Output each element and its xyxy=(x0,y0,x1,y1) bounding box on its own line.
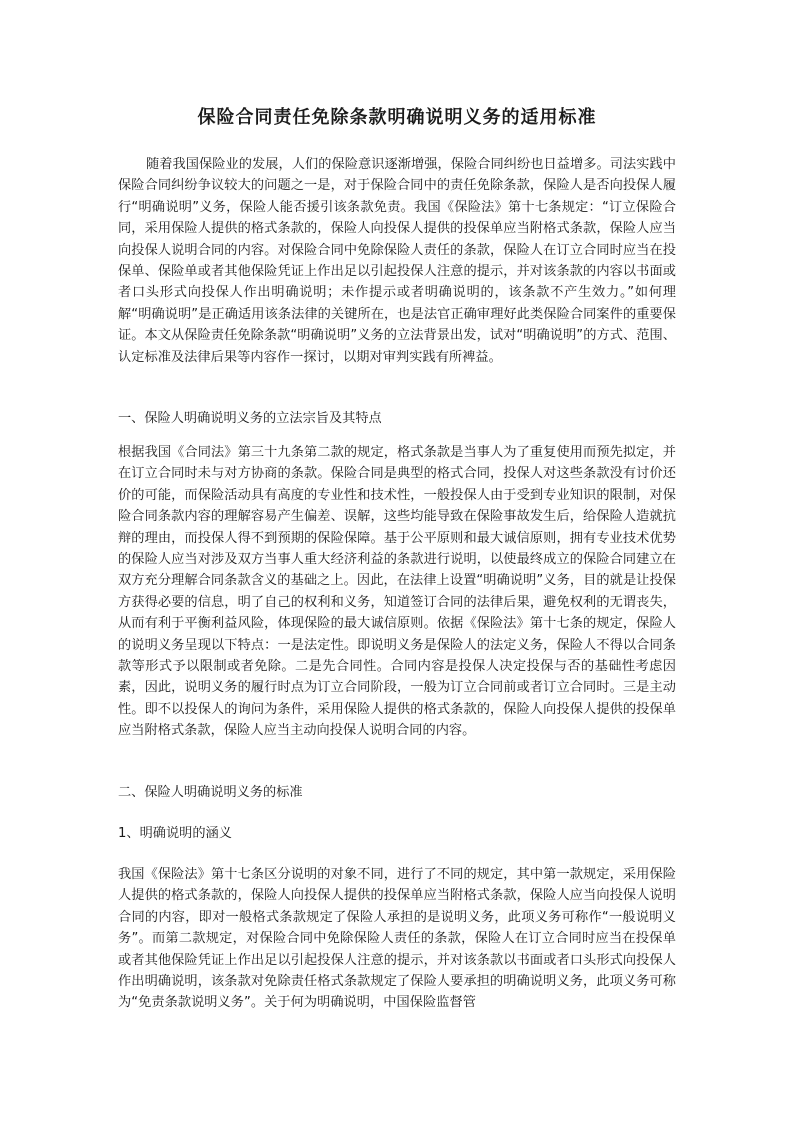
subsection-heading-1: 1、明确说明的涵义 xyxy=(118,826,232,841)
subsection-1-paragraph: 我国《保险法》第十七条区分说明的对象不同，进行了不同的规定，其中第一款规定，采用保险人提供的格式条款的，保险人向投保人提供的投保单应当附格式条款，保险人应当向投保人说明合同的内容，即对一般格式条款规定了保险人承担的是说明义务，此项义务可称作“一般说明义务”。而第二款规定，对保险合同中免除保险人责任的条款，保险人在订立合同时应当在投保单或者其他保险凭证上作出足以引起投保人注意的提示，并对该条款以书面或者口头形式向投保人作出明确说明，该条款对免除责任格式条款规定了保险人要承担的明确说明义务，此项义务可称为“免责条款说明义务”。关于何为明确说明，中国保险监督管 xyxy=(118,867,676,1011)
section-1-paragraph: 根据我国《合同法》第三十九条第二款的规定，格式条款是当事人为了重复使用而预先拟定，并在订立合同时未与对方协商的条款。保险合同是典型的格式合同，投保人对这些条款没有讨价还价的可能，而保险活动具有高度的专业性和技术性，一般投保人由于受到专业知识的限制，对保险合同条款内容的理解容易产生偏差、误解，这些均能导致在保险事故发生后，给保险人造就抗辩的理由，而投保人得不到预期的保险保障。基于公平原则和最大诚信原则，拥有专业技术优势的保险人应当对涉及双方当事人重大经济利益的条款进行说明，以使最终成立的保险合同建立在双方充分理解合同条款含义的基础之上。因此，在法律上设置“明确说明”义务，目的就是让投保方获得必要的信息，明了自己的权利和义务，知道签订合同的法律后果，避免权利的无谓丧失，从而有利于平衡利益风险，体现保险的最大诚信原则。依据《保险法》第十七条的规定，保险人的说明义务呈现以下特点：一是法定性。即说明义务是保险人的法定义务，保险人不得以合同条款等形式予以限制或者免除。二是先合同性。合同内容是投保人决定投保与否的基础性考虑因素，因此，说明义务的履行时点为订立合同阶段，一般为订立合同前或者订立合同时。三是主动性。即不以投保人的询问为条件，采用保险人提供的格式条款的，保险人向投保人提供的投保单应当附格式条款，保险人应当主动向投保人说明合同的内容。 xyxy=(118,445,676,739)
section-heading-1: 一、保险人明确说明义务的立法宗旨及其特点 xyxy=(118,411,382,426)
section-heading-2: 二、保险人明确说明义务的标准 xyxy=(118,785,303,800)
document-title: 保险合同责任免除条款明确说明义务的适用标准 xyxy=(197,107,597,128)
intro-paragraph: 随着我国保险业的发展，人们的保险意识逐渐增强，保险合同纠纷也日益增多。司法实践中保险合同纠纷争议较大的问题之一是，对于保险合同中的责任免除条款，保险人是否向投保人履行“明确说明”义务，保险人能否援引该条款免责。我国《保险法》第十七条规定：“订立保险合同，采用保险人提供的格式条款的，保险人向投保人提供的投保单应当附格式条款，保险人应当向投保人说明合同的内容。对保险合同中免除保险人责任的条款，保险人在订立合同时应当在投保单、保险单或者其他保险凭证上作出足以引起投保人注意的提示，并对该条款的内容以书面或者口头形式向投保人作出明确说明；未作提示或者明确说明的，该条款不产生效力。”如何理解“明确说明”是正确适用该条法律的关键所在，也是法官正确审理好此类保险合同案件的重要保证。本文从保险责任免除条款“明确说明”义务的立法背景出发，试对“明确说明”的方式、范围、认定标准及法律后果等内容作一探讨，以期对审判实践有所裨益。 xyxy=(118,157,676,365)
